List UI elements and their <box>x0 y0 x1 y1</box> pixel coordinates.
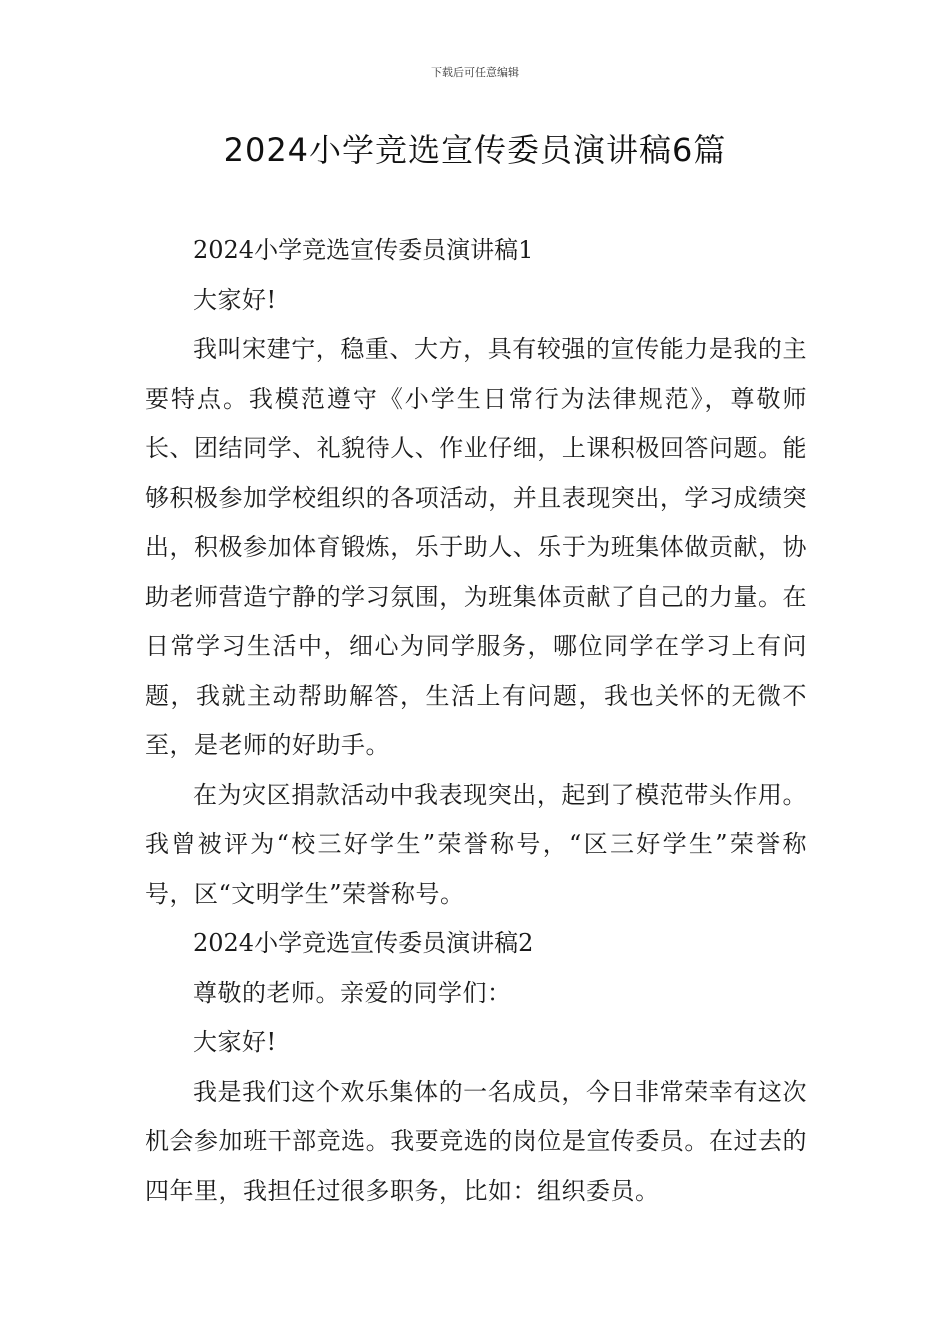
greeting-paragraph: 大家好! <box>193 285 277 314</box>
body-paragraph: 我是我们这个欢乐集体的一名成员，今日非常荣幸有这次机会参加班干部竞选。我要竞选的岗位是宣传委员。在过去的四年里，我担任过很多职务，比如：组织委员。 <box>145 1077 807 1205</box>
document-title: 2024小学竞选宣传委员演讲稿6篇 <box>223 131 727 169</box>
body-paragraph: 在为灾区捐款活动中我表现突出，起到了模范带头作用。我曾被评为“校三好学生”荣誉称号，“区三好学生”荣誉称号，区“文明学生”荣誉称号。 <box>145 780 807 908</box>
section-heading-2: 2024小学竞选宣传委员演讲稿2 <box>193 929 534 957</box>
section-heading-1: 2024小学竞选宣传委员演讲稿1 <box>193 236 534 264</box>
document-body <box>145 226 807 1216</box>
header-note: 下载后可任意编辑 <box>431 66 519 79</box>
body-paragraph: 我叫宋建宁，稳重、大方，具有较强的宣传能力是我的主要特点。我模范遵守《小学生日常行为法律规范》，尊敬师长、团结同学、礼貌待人、作业仔细，上课积极回答问题。能够积极参加学校组织的各项活动，并且表现突出，学习成绩突出，积极参加体育锻炼，乐于助人、乐于为班集体做贡献，协助老师营造宁静的学习氛围，为班集体贡献了自己的力量。在日常学习生活中，细心为同学服务，哪位同学在学习上有问题，我就主动帮助解答，生活上有问题，我也关怀的无微不至，是老师的好助手。 <box>145 335 807 759</box>
greeting-paragraph: 大家好! <box>193 1028 277 1056</box>
salutation-paragraph: 尊敬的老师。亲爱的同学们： <box>193 978 512 1007</box>
